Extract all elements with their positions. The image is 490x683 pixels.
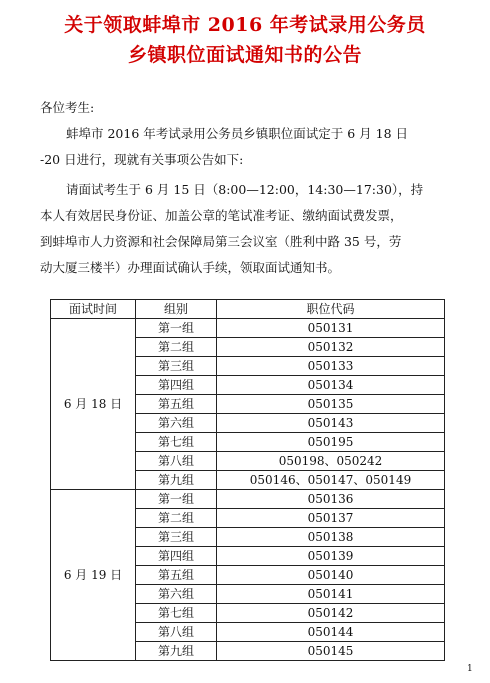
position-code-cell: 050143 — [217, 414, 445, 433]
intro-line-1: 蚌埠市 2016 年考试录用公务员乡镇职位面试定于 6 月 18 日 — [66, 126, 409, 141]
header-position-code: 职位代码 — [217, 300, 445, 319]
group-cell: 第二组 — [136, 338, 217, 357]
group-cell: 第二组 — [136, 509, 217, 528]
salutation: 各位考生: — [40, 100, 95, 115]
intro-line-2: -20 日进行，现就有关事项公告如下: — [40, 152, 244, 167]
table-body — [51, 319, 445, 661]
position-code-cell: 050195 — [217, 433, 445, 452]
table-row — [51, 490, 445, 509]
group-cell: 第七组 — [136, 433, 217, 452]
group-cell: 第四组 — [136, 547, 217, 566]
group-cell: 第六组 — [136, 414, 217, 433]
position-code-cell: 050198、050242 — [217, 452, 445, 471]
group-cell: 第七组 — [136, 604, 217, 623]
position-code-cell: 050134 — [217, 376, 445, 395]
group-cell: 第四组 — [136, 376, 217, 395]
instruction-paragraph — [40, 177, 480, 281]
header-interview-time: 面试时间 — [51, 300, 136, 319]
instruction-line-3: 到蚌埠市人力资源和社会保障局第三会议室（胜利中路 35 号，劳 — [40, 234, 402, 249]
table-row — [51, 319, 445, 338]
position-code-cell: 050131 — [217, 319, 445, 338]
position-code-cell: 050141 — [217, 585, 445, 604]
position-code-cell: 050145 — [217, 642, 445, 661]
position-code-cell: 050135 — [217, 395, 445, 414]
group-cell: 第九组 — [136, 471, 217, 490]
group-cell: 第五组 — [136, 395, 217, 414]
group-cell: 第九组 — [136, 642, 217, 661]
group-cell: 第五组 — [136, 566, 217, 585]
position-code-cell: 050139 — [217, 547, 445, 566]
position-code-cell: 050140 — [217, 566, 445, 585]
position-code-cell: 050142 — [217, 604, 445, 623]
interview-date-cell: 6 月 18 日 — [51, 319, 136, 490]
instruction-line-1: 请面试考生于 6 月 15 日（8:00—12:00，14:30—17:30），持 — [66, 182, 424, 197]
instruction-line-2: 本人有效居民身份证、加盖公章的笔试准考证、缴纳面试费发票， — [40, 208, 403, 223]
group-cell: 第八组 — [136, 452, 217, 471]
instruction-line-4: 动大厦三楼半）办理面试确认手续，领取面试通知书。 — [40, 260, 341, 275]
position-code-cell: 050146、050147、050149 — [217, 471, 445, 490]
intro-paragraph — [40, 121, 480, 173]
header-group: 组别 — [136, 300, 217, 319]
position-code-cell: 050132 — [217, 338, 445, 357]
interview-date-cell: 6 月 19 日 — [51, 490, 136, 661]
notice-title-line-2: 乡镇职位面试通知书的公告 — [127, 44, 362, 66]
table-header-row — [51, 300, 445, 319]
group-cell: 第六组 — [136, 585, 217, 604]
position-code-cell: 050144 — [217, 623, 445, 642]
interview-schedule-table — [50, 299, 445, 661]
group-cell: 第八组 — [136, 623, 217, 642]
group-cell: 第一组 — [136, 490, 217, 509]
position-code-cell: 050136 — [217, 490, 445, 509]
position-code-cell: 050138 — [217, 528, 445, 547]
position-code-cell: 050133 — [217, 357, 445, 376]
group-cell: 第三组 — [136, 528, 217, 547]
page-number: 1 — [467, 664, 473, 674]
group-cell: 第三组 — [136, 357, 217, 376]
group-cell: 第一组 — [136, 319, 217, 338]
position-code-cell: 050137 — [217, 509, 445, 528]
notice-title-line-1: 关于领取蚌埠市 2016 年考试录用公务员 — [64, 14, 426, 36]
